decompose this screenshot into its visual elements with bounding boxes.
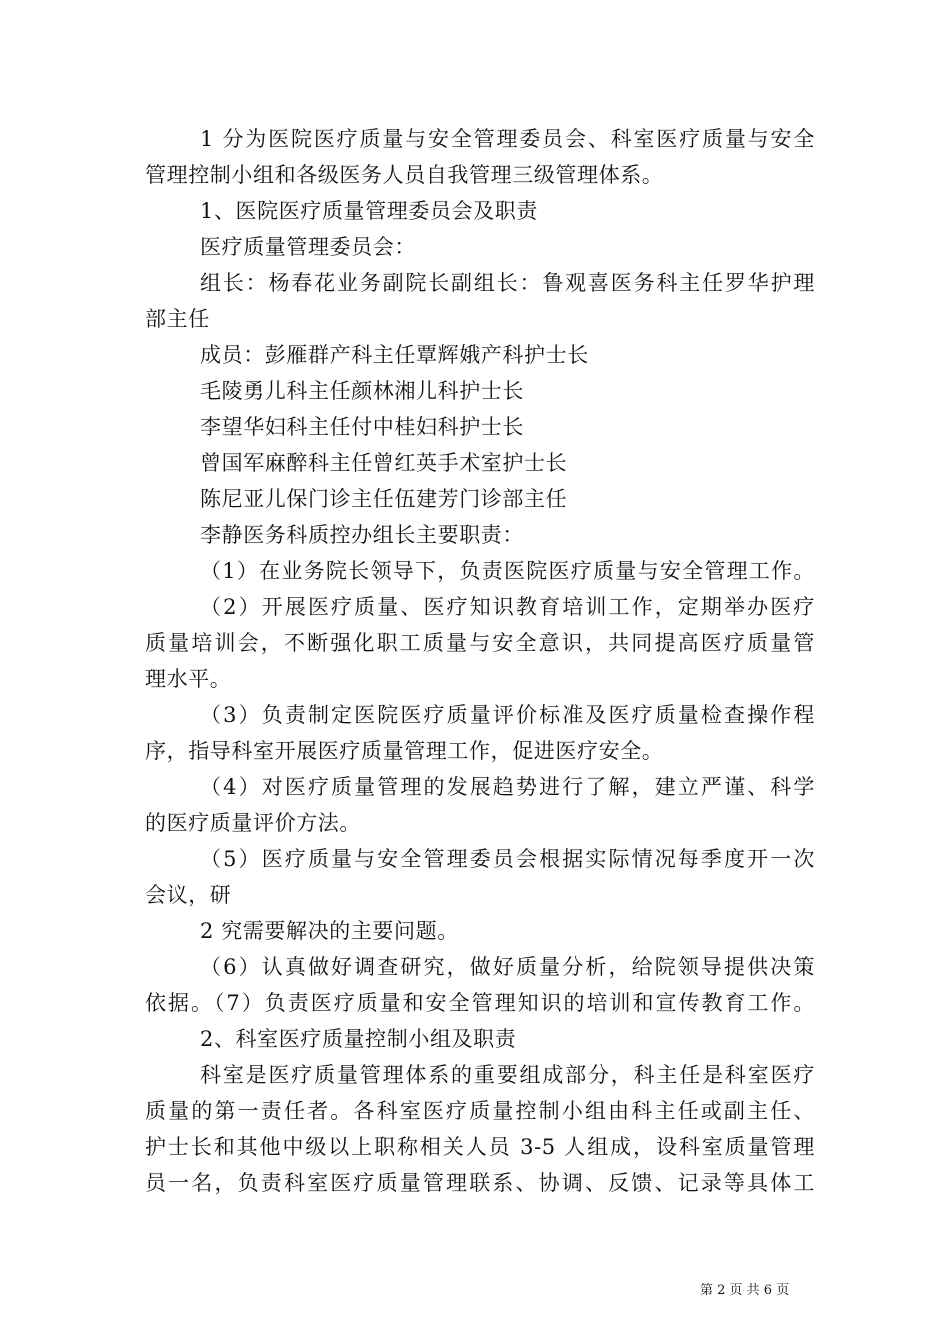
text-line: 质量培训会，不断强化职工质量与安全意识，共同提高医疗质量管 — [145, 631, 815, 655]
text-line: 陈尼亚儿保门诊主任伍建芳门诊部主任 — [200, 487, 568, 511]
text-line: （5）医疗质量与安全管理委员会根据实际情况每季度开一次 — [200, 847, 815, 871]
text-line: 序，指导科室开展医疗质量管理工作，促进医疗安全。 — [145, 739, 664, 763]
text-line: 组长：杨春花业务副院长副组长：鲁观喜医务科主任罗华护理 — [200, 271, 815, 295]
text-line: 员一名，负责科室医疗质量管理联系、协调、反馈、记录等具体工 — [145, 1171, 815, 1195]
text-line: 科室是医疗质量管理体系的重要组成部分，科主任是科室医疗 — [200, 1063, 815, 1087]
page-number: 第 2 页 共 6 页 — [700, 1283, 790, 1298]
text-line: 管理控制小组和各级医务人员自我管理三级管理体系。 — [145, 163, 664, 187]
text-line: 1 分为医院医疗质量与安全管理委员会、科室医疗质量与安全 — [200, 127, 815, 151]
text-line: （3）负责制定医院医疗质量评价标准及医疗质量检查操作程 — [200, 703, 815, 727]
text-line: 毛陵勇儿科主任颜林湘儿科护士长 — [200, 379, 524, 403]
text-line: 理水平。 — [145, 667, 232, 691]
text-line: 质量的第一责任者。各科室医疗质量控制小组由科主任或副主任、 — [145, 1099, 815, 1123]
text-line: 护士长和其他中级以上职称相关人员 3-5 人组成，设科室质量管理 — [145, 1135, 815, 1159]
text-line: 会议，研 — [145, 883, 232, 907]
text-line: 医疗质量管理委员会： — [200, 235, 416, 259]
text-line: （2）开展医疗质量、医疗知识教育培训工作，定期举办医疗 — [200, 595, 815, 619]
text-line: 依据。（7）负责医疗质量和安全管理知识的培训和宣传教育工作。 — [145, 991, 815, 1015]
text-line: 的医疗质量评价方法。 — [145, 811, 361, 835]
text-line: （4）对医疗质量管理的发展趋势进行了解，建立严谨、科学 — [200, 775, 815, 799]
text-line: 曾国军麻醉科主任曾红英手术室护士长 — [200, 451, 568, 475]
text-line: 2 究需要解决的主要问题。 — [200, 919, 459, 943]
text-line: （6）认真做好调查研究，做好质量分析，给院领导提供决策 — [200, 955, 815, 979]
text-line: 李望华妇科主任付中桂妇科护士长 — [200, 415, 524, 439]
text-line: 部主任 — [145, 307, 210, 331]
text-line: 李静医务科质控办组长主要职责： — [200, 523, 524, 547]
text-line: 成员：彭雁群产科主任覃辉娥产科护士长 — [200, 343, 589, 367]
text-line: （1）在业务院长领导下，负责医院医疗质量与安全管理工作。 — [200, 559, 815, 583]
section-heading: 1、医院医疗质量管理委员会及职责 — [200, 199, 538, 223]
section-heading: 2、科室医疗质量控制小组及职责 — [200, 1027, 517, 1051]
